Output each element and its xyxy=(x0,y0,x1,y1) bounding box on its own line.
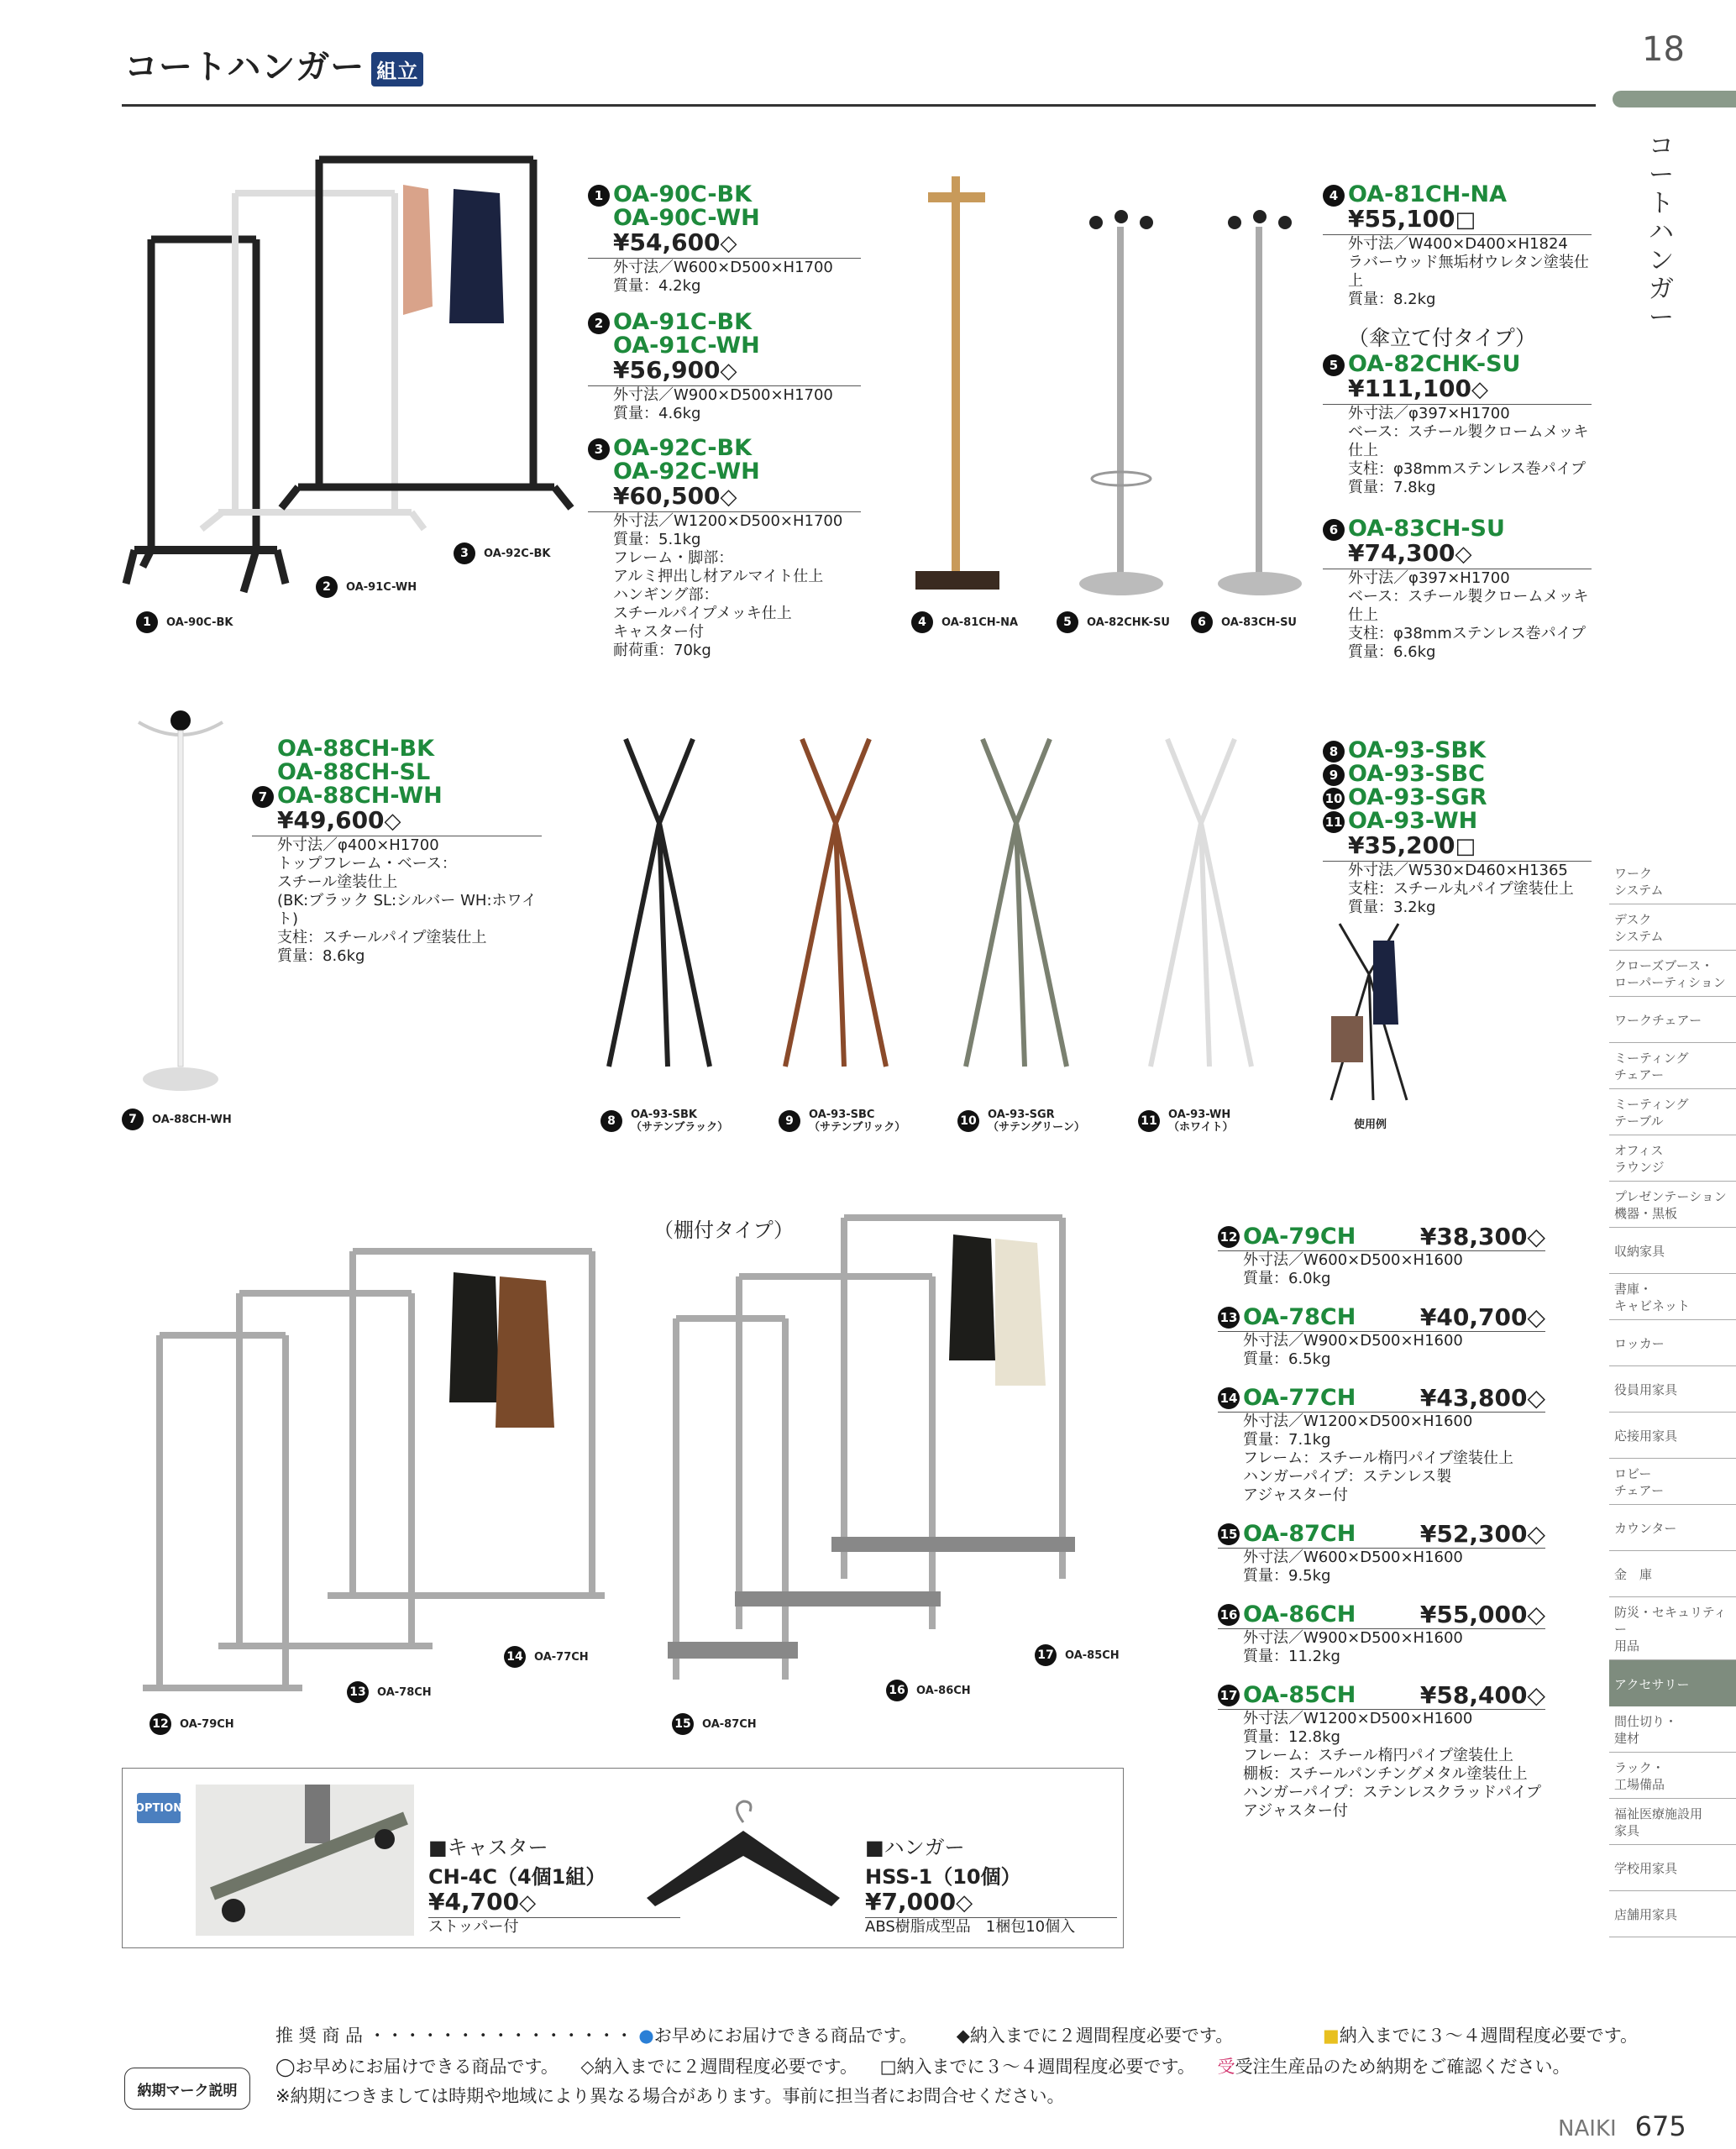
product-code-line xyxy=(252,784,542,808)
product-code: OA-88CH-BK xyxy=(277,736,435,762)
oa-93-wh-image xyxy=(1142,739,1260,1075)
price xyxy=(1323,541,1592,569)
sidebar-item[interactable]: クローズブース・ ローパーティション xyxy=(1609,951,1736,997)
number-badge: 1 xyxy=(588,185,610,207)
product-code-line xyxy=(1323,739,1592,763)
spec-text: 外寸法／φ397×H1700 ベース：スチール製クロームメッキ仕上 支柱：φ38mmステンレス巻パイプ 質量：6.6kg xyxy=(1348,569,1589,661)
delivery-mark: ◇ xyxy=(384,809,401,834)
product-code-line xyxy=(1323,763,1592,786)
product-code: OA-93-SBK xyxy=(1348,737,1487,763)
number-badge: 6 xyxy=(1191,611,1213,633)
price xyxy=(588,358,861,386)
price-value: ¥7,000 xyxy=(865,1888,957,1916)
delivery-legend-label: 納期マーク説明 xyxy=(124,2068,250,2110)
number-badge: 3 xyxy=(454,542,475,564)
sidebar-item[interactable]: ワークチェアー xyxy=(1609,997,1736,1043)
number-badge: 4 xyxy=(911,611,933,633)
sidebar-item[interactable]: オフィス ラウンジ xyxy=(1609,1135,1736,1182)
caption-text: OA-92C-BK xyxy=(484,547,551,560)
hanger-code: HSS-1（10個） xyxy=(865,1865,1021,1889)
umbrella-type-label: （傘立て付タイプ） xyxy=(1348,326,1537,350)
number-badge: 5 xyxy=(1323,354,1345,376)
price-value: ¥74,300 xyxy=(1348,539,1455,567)
spec-text: 外寸法／W900×D500×H1600 質量：6.5kg xyxy=(1243,1332,1463,1368)
brand-name: NAIKI xyxy=(1558,2116,1617,2141)
yellow-square-icon: ■ xyxy=(1322,2026,1340,2046)
sidebar-item[interactable]: 防災・セキュリティー 用品 xyxy=(1609,1597,1736,1660)
delivery-mark: ◇ xyxy=(1527,1520,1545,1548)
rack-item xyxy=(1218,1520,1545,1586)
product-code: OA-93-SGR xyxy=(1348,784,1487,810)
header-rule xyxy=(122,104,1596,107)
caption-text: OA-85CH xyxy=(1065,1648,1120,1662)
delivery-mark: ◇ xyxy=(1527,1303,1545,1331)
rack-item-header xyxy=(1218,1601,1545,1629)
spec-text: 外寸法／W600×D500×H1600 質量：6.0kg xyxy=(1243,1251,1463,1287)
caption-text: OA-93-SBC （サテンブリック） xyxy=(809,1109,906,1134)
number-badge: 16 xyxy=(1218,1604,1240,1626)
rack-item xyxy=(1218,1681,1545,1821)
delivery-mark: ◇ xyxy=(519,1890,537,1916)
caption-text: OA-88CH-WH xyxy=(152,1113,232,1126)
legend-line-3: ※納期につきましては時期や地域により異なる場合があります。事前に担当者にお問合せください。 xyxy=(275,2086,1065,2106)
number-badge: 4 xyxy=(1323,185,1345,207)
number-badge: 12 xyxy=(1218,1226,1240,1248)
page-number xyxy=(1558,2110,1686,2142)
product-code-line xyxy=(1323,786,1592,810)
oa-93-sgr-image xyxy=(957,739,1075,1075)
product-code: OA-93-WH xyxy=(1348,808,1478,834)
shelf-type-label: （棚付タイプ） xyxy=(653,1219,795,1242)
price xyxy=(1323,376,1592,405)
price xyxy=(1323,207,1592,235)
spec-text: 外寸法／φ400×H1700 トップフレーム・ベース： スチール塗装仕上 (BK:ブラック SL:シルバー WH:ホワイト) 支柱：スチールパイプ塗装仕上 質量：8.6kg xyxy=(277,836,537,965)
number-badge: 10 xyxy=(1323,788,1345,810)
sidebar-item[interactable]: 収納家具 xyxy=(1609,1228,1736,1274)
oa-83ch-image xyxy=(1209,210,1310,596)
sidebar-item[interactable]: 金 庫 xyxy=(1609,1551,1736,1597)
number-badge: 14 xyxy=(1218,1387,1240,1409)
delivery-mark: ◇ xyxy=(1527,1601,1545,1628)
legend-text: ◯お早めにお届けできる商品です。 xyxy=(275,2057,559,2077)
product-code: OA-88CH-WH xyxy=(277,783,443,809)
rack-item xyxy=(1218,1384,1545,1505)
price-value: ¥55,000 xyxy=(1419,1601,1528,1628)
legend-text: ◇納入までに２週間程度必要です。 xyxy=(580,2057,858,2077)
number-badge: 15 xyxy=(1218,1523,1240,1545)
delivery-mark: ◇ xyxy=(1527,1223,1545,1250)
product-code: OA-85CH xyxy=(1243,1681,1356,1708)
assembly-badge: 組立 xyxy=(371,52,423,86)
blue-dot-icon: ● xyxy=(638,2026,654,2046)
product-code-line xyxy=(1218,1520,1356,1547)
caster-image xyxy=(196,1785,414,1936)
price-value: ¥54,600 xyxy=(613,228,721,256)
number-badge: 2 xyxy=(316,576,338,598)
price-value: ¥56,900 xyxy=(613,356,721,384)
price xyxy=(1420,1520,1545,1548)
price-value: ¥60,500 xyxy=(613,482,721,510)
vertical-title: コートハンガー xyxy=(1649,132,1674,333)
price-value: ¥38,300 xyxy=(1419,1223,1528,1250)
spec-text: 外寸法／W1200×D500×H1600 質量：12.8kg フレーム：スチール楕円パイプ塗装仕上 棚板：スチールパンチングメタル塗装仕上 ハンガーパイプ：ステンレスクラッドパイプ アジャスター付 xyxy=(1243,1710,1542,1820)
product-code-line xyxy=(588,311,861,334)
usage-example-image xyxy=(1323,924,1415,1109)
caption-14 xyxy=(504,1646,589,1668)
number-badge: 8 xyxy=(1323,741,1345,763)
product-code: OA-90C-WH xyxy=(613,205,760,231)
option-badge: OPTION xyxy=(137,1793,181,1823)
number-badge: 14 xyxy=(504,1646,526,1668)
rack-item xyxy=(1218,1303,1545,1369)
number-badge: 9 xyxy=(1323,764,1345,786)
oa-90c-image xyxy=(118,155,588,609)
legend-text: 受注生産品のため納期をご確認ください。 xyxy=(1235,2057,1571,2077)
spec-text: 外寸法／W1200×D500×H1600 質量：7.1kg フレーム：スチール楕円パイプ塗装仕上 ハンガーパイプ：ステンレス製 アジャスター付 xyxy=(1243,1413,1514,1504)
caption-4 xyxy=(911,611,1018,633)
product-block-2 xyxy=(588,311,861,423)
number-badge: 12 xyxy=(149,1713,171,1735)
price-value: ¥4,700 xyxy=(428,1888,520,1916)
legend-line-1 xyxy=(275,2022,1638,2047)
legend-text: ◆納入までに２週間程度必要です。 xyxy=(956,2026,1234,2046)
caption-15 xyxy=(672,1713,757,1735)
delivery-mark: ◇ xyxy=(956,1890,973,1916)
price-value: ¥49,600 xyxy=(277,806,385,834)
price xyxy=(1420,1601,1545,1628)
product-code: OA-83CH-SU xyxy=(1348,516,1505,542)
number-badge: 7 xyxy=(252,786,274,808)
caption-text: OA-86CH xyxy=(916,1684,971,1697)
caster-code: CH-4C（4個1組） xyxy=(428,1865,606,1889)
caption-8 xyxy=(601,1109,728,1134)
oa-93-sbk-image xyxy=(601,739,718,1075)
product-code-line xyxy=(1218,1681,1356,1708)
page-number-value: 675 xyxy=(1634,2110,1686,2142)
spec-text: 外寸法／W900×D500×H1700 質量：4.6kg xyxy=(613,386,833,422)
price-value: ¥35,200 xyxy=(1348,831,1455,859)
legend-text: □納入までに３〜４週間程度必要です。 xyxy=(879,2057,1195,2077)
caption-text: OA-87CH xyxy=(702,1717,757,1731)
sidebar-item[interactable]: ミーティング チェアー xyxy=(1609,1043,1736,1089)
price xyxy=(1420,1223,1545,1250)
sidebar-item[interactable]: ワーク システム xyxy=(1609,858,1736,904)
number-badge: 16 xyxy=(886,1680,908,1701)
number-badge: 3 xyxy=(588,438,610,460)
product-code: OA-92C-BK xyxy=(613,435,753,461)
number-badge: 2 xyxy=(588,312,610,334)
hanger-note: ABS樹脂成型品 1梱包10個入 xyxy=(865,1918,1076,1936)
rack-item-header xyxy=(1218,1384,1545,1413)
legend-line-2 xyxy=(275,2053,1571,2078)
delivery-mark: ◇ xyxy=(1471,377,1489,402)
caption-17 xyxy=(1035,1644,1120,1666)
product-code: OA-79CH xyxy=(1243,1223,1356,1250)
delivery-mark: ◇ xyxy=(720,485,737,510)
caption-10 xyxy=(957,1109,1085,1134)
sidebar-item[interactable]: プレゼンテーション 機器・黒板 xyxy=(1609,1182,1736,1228)
product-code: OA-91C-WH xyxy=(613,333,760,359)
legend-text: 推 奨 商 品 ・・・・・・・・・・・・・・・ xyxy=(275,2026,633,2046)
product-code: OA-92C-WH xyxy=(613,459,760,485)
sidebar-item[interactable]: デスク システム xyxy=(1609,904,1736,951)
hanger-title: ■ハンガー xyxy=(865,1836,965,1859)
product-code: OA-78CH xyxy=(1243,1303,1356,1330)
product-code: OA-87CH xyxy=(1243,1520,1356,1547)
oa-81ch-image xyxy=(911,176,1004,596)
product-block-1 xyxy=(588,183,861,296)
number-badge: 13 xyxy=(347,1681,369,1703)
caption-text: OA-82CHK-SU xyxy=(1087,616,1170,629)
price xyxy=(588,484,861,512)
number-badge: 17 xyxy=(1035,1644,1057,1666)
rack-item xyxy=(1218,1601,1545,1666)
price-value: ¥111,100 xyxy=(1348,375,1472,402)
product-code-line xyxy=(1323,183,1592,207)
caption-9 xyxy=(779,1109,905,1134)
price-value: ¥52,300 xyxy=(1419,1520,1528,1548)
section-number: 18 xyxy=(1642,30,1685,69)
caption-13 xyxy=(347,1681,432,1703)
product-code: OA-81CH-NA xyxy=(1348,181,1508,207)
delivery-mark: ◇ xyxy=(1527,1384,1545,1412)
page-title xyxy=(124,40,423,88)
product-code: OA-93-SBC xyxy=(1348,761,1485,787)
number-badge: 17 xyxy=(1218,1685,1240,1706)
price xyxy=(1420,1384,1545,1412)
number-badge: 15 xyxy=(672,1713,694,1735)
spec-text: 外寸法／W400×D400×H1824 ラバーウッド無垢材ウレタン塗装仕上 質量：8.2kg xyxy=(1348,235,1589,308)
price xyxy=(588,230,861,259)
product-code-line xyxy=(1218,1303,1356,1330)
spec-text: 外寸法／φ397×H1700 ベース：スチール製クロームメッキ仕上 支柱：φ38mmステンレス巻パイプ 質量：7.8kg xyxy=(1348,405,1589,496)
caption-text: OA-83CH-SU xyxy=(1221,616,1297,629)
sidebar-item[interactable]: ラック・ 工場備品 xyxy=(1609,1753,1736,1799)
product-block-6 xyxy=(1323,517,1592,662)
sidebar-item[interactable]: ロビー チェアー xyxy=(1609,1459,1736,1505)
product-code-line xyxy=(1218,1225,1356,1249)
rack-item-header xyxy=(1218,1223,1545,1251)
product-code: OA-90C-BK xyxy=(613,181,753,207)
caption-text: OA-90C-BK xyxy=(166,616,233,629)
order-mark-icon: 受 xyxy=(1217,2057,1235,2077)
delivery-mark: □ xyxy=(1455,207,1476,233)
rack-item-header xyxy=(1218,1303,1545,1332)
delivery-mark: ◇ xyxy=(1527,1681,1545,1709)
product-code-line xyxy=(588,437,861,460)
sidebar-item[interactable]: 応接用家具 xyxy=(1609,1413,1736,1459)
product-code-line xyxy=(1323,810,1592,833)
caption-text: OA-93-WH （ホワイト） xyxy=(1168,1109,1234,1134)
number-badge: 5 xyxy=(1057,611,1078,633)
number-badge: 9 xyxy=(779,1110,800,1132)
spec-text: 外寸法／W900×D500×H1600 質量：11.2kg xyxy=(1243,1629,1463,1665)
product-code-line xyxy=(1218,1386,1356,1410)
number-badge: 11 xyxy=(1138,1110,1160,1132)
price xyxy=(1420,1303,1545,1331)
product-block-7 xyxy=(252,737,542,966)
caption-16 xyxy=(886,1680,971,1701)
sidebar-item[interactable]: ロッカー xyxy=(1609,1320,1736,1366)
price-value: ¥40,700 xyxy=(1419,1303,1528,1331)
category-sidebar xyxy=(1609,858,1736,1937)
delivery-mark: ◇ xyxy=(720,359,737,384)
product-block-8-11 xyxy=(1323,739,1592,917)
sidebar-item[interactable]: ミーティング テーブル xyxy=(1609,1089,1736,1135)
rack-price-list xyxy=(1218,1223,1545,1836)
delivery-mark: □ xyxy=(1455,834,1476,859)
product-code-line xyxy=(1323,353,1592,376)
caption-3 xyxy=(454,542,550,564)
number-badge: 6 xyxy=(1323,519,1345,541)
caption-5 xyxy=(1057,611,1170,633)
caption-6 xyxy=(1191,611,1297,633)
product-code: OA-91C-BK xyxy=(613,309,753,335)
price-value: ¥58,400 xyxy=(1419,1681,1528,1709)
caster-note: ストッパー付 xyxy=(428,1918,519,1936)
rack-item-header xyxy=(1218,1681,1545,1710)
product-code: OA-88CH-SL xyxy=(277,759,431,785)
caption-text: OA-79CH xyxy=(180,1717,234,1731)
caster-title: ■キャスター xyxy=(428,1836,548,1859)
sidebar-item[interactable]: 書庫・ キャビネット xyxy=(1609,1274,1736,1320)
spec-text: 外寸法／W600×D500×H1600 質量：9.5kg xyxy=(1243,1549,1463,1585)
rack-item xyxy=(1218,1223,1545,1288)
product-block-5 xyxy=(1323,353,1592,497)
caption-7 xyxy=(122,1109,232,1130)
caption-text: OA-93-SGR （サテングリーン） xyxy=(988,1109,1085,1134)
caption-11 xyxy=(1138,1109,1234,1134)
caption-text: OA-77CH xyxy=(534,1650,589,1664)
section-tab xyxy=(1613,91,1736,107)
hanger-image xyxy=(638,1797,848,1915)
price-value: ¥43,800 xyxy=(1419,1384,1528,1412)
sidebar-item[interactable]: 間仕切り・ 建材 xyxy=(1609,1706,1736,1753)
price xyxy=(252,808,542,836)
sidebar-item[interactable]: 福祉医療施設用 家具 xyxy=(1609,1799,1736,1845)
hanger-option xyxy=(865,1831,1117,1937)
caption-text: OA-93-SBK （サテンブラック） xyxy=(631,1109,729,1134)
caption-text: OA-91C-WH xyxy=(346,580,417,594)
spec-text: 外寸法／W1200×D500×H1700 質量：5.1kg フレーム・脚部： アルミ押出し材アルマイト仕上 ハンギング部： スチールパイプメッキ仕上 キャスター付 耐荷重：70kg xyxy=(613,512,843,659)
legend-text: 納入までに３〜４週間程度必要です。 xyxy=(1339,2026,1639,2046)
sidebar-item[interactable]: 学校用家具 xyxy=(1609,1845,1736,1891)
caption-1 xyxy=(136,611,233,633)
usage-caption: 使用例 xyxy=(1354,1119,1387,1131)
oa-82chk-image xyxy=(1071,210,1172,596)
rack-item-header xyxy=(1218,1520,1545,1549)
oa-88ch-image xyxy=(130,705,239,1109)
delivery-mark: ◇ xyxy=(720,231,737,256)
caption-2 xyxy=(316,576,417,598)
caption-text: OA-81CH-NA xyxy=(941,616,1019,629)
product-code: OA-86CH xyxy=(1243,1601,1356,1627)
oa-87-86-85-image xyxy=(663,1209,1092,1713)
sidebar-item[interactable]: カウンター xyxy=(1609,1505,1736,1551)
hanger-price xyxy=(865,1890,1117,1918)
sidebar-item[interactable]: アクセサリー xyxy=(1609,1660,1736,1706)
caption-12 xyxy=(149,1713,234,1735)
price xyxy=(1323,833,1592,862)
price-value: ¥55,100 xyxy=(1348,205,1455,233)
price xyxy=(1420,1681,1545,1709)
caption-text: OA-78CH xyxy=(377,1685,432,1699)
product-code: OA-82CHK-SU xyxy=(1348,351,1521,377)
oa-93-sbc-image xyxy=(777,739,894,1075)
oa-79-78-77-image xyxy=(134,1243,605,1713)
sidebar-item[interactable]: 役員用家具 xyxy=(1609,1366,1736,1413)
sidebar-item[interactable]: 店舗用家具 xyxy=(1609,1891,1736,1937)
product-code-line xyxy=(1218,1603,1356,1627)
number-badge: 10 xyxy=(957,1110,979,1132)
product-block-3 xyxy=(588,437,861,660)
number-badge: 13 xyxy=(1218,1307,1240,1329)
product-block-4 xyxy=(1323,183,1592,309)
spec-text: 外寸法／W600×D500×H1700 質量：4.2kg xyxy=(613,259,833,295)
number-badge: 7 xyxy=(122,1109,144,1130)
product-code-line xyxy=(588,183,861,207)
product-code-line xyxy=(1323,517,1592,541)
number-badge: 1 xyxy=(136,611,158,633)
number-badge: 8 xyxy=(601,1110,622,1132)
spec-text: 外寸法／W530×D460×H1365 支柱：スチール丸パイプ塗装仕上 質量：3.2kg xyxy=(1348,862,1574,916)
number-badge: 11 xyxy=(1323,811,1345,833)
delivery-mark: ◇ xyxy=(1455,542,1472,567)
legend-text: お早めにお届けできる商品です。 xyxy=(653,2026,918,2046)
product-code: OA-77CH xyxy=(1243,1384,1356,1411)
title-text: コートハンガー xyxy=(124,48,365,86)
